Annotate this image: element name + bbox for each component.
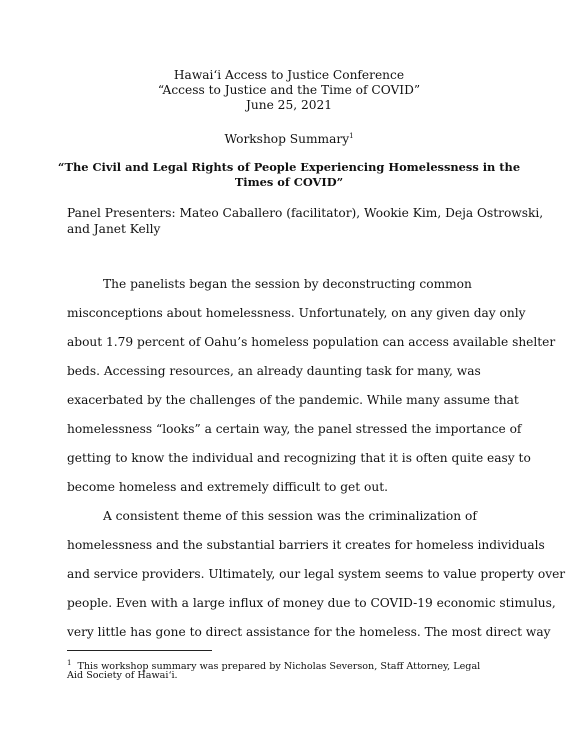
body-line: A consistent theme of this session was the criminalization of	[103, 509, 477, 523]
workshop-title-line-2: Times of COVID”	[234, 175, 344, 189]
body-line: become homeless and extremely difficult to get out.	[67, 480, 388, 494]
footnote-line-2: Aid Society of Hawaiʻi.	[67, 670, 178, 681]
body-line: very little has gone to direct assistance for the homeless. The most direct way	[67, 625, 551, 639]
body-line: misconceptions about homelessness. Unfortunately, on any given day only	[67, 306, 526, 320]
body-line: about 1.79 percent of Oahu’s homeless population can access available shelter	[67, 335, 556, 349]
conference-theme: “Access to Justice and the Time of COVID”	[157, 83, 421, 97]
body-line: exacerbated by the challenges of the pandemic. While many assume that	[67, 393, 519, 407]
body-line: homelessness and the substantial barriers it creates for homeless individuals	[67, 538, 545, 552]
body-line: getting to know the individual and recognizing that it is often quite easy to	[67, 451, 531, 465]
workshop-summary-text: Workshop Summary	[224, 132, 350, 146]
footnote-reference: 1	[349, 132, 354, 140]
footnote-separator	[67, 650, 212, 651]
body-line: The panelists began the session by deconstructing common	[103, 277, 472, 291]
body-line: people. Even with a large influx of money due to COVID-19 economic stimulus,	[67, 596, 556, 610]
presenters-line-2: and Janet Kelly	[67, 222, 161, 236]
workshop-title-line-1: “The Civil and Legal Rights of People Experiencing Homelessness in the	[57, 160, 521, 174]
body-line: and service providers. Ultimately, our legal system seems to value property over	[67, 567, 566, 581]
presenters-line-1: Panel Presenters: Mateo Caballero (facilitator), Wookie Kim, Deja Ostrowski,	[67, 206, 544, 220]
body-line: beds. Accessing resources, an already daunting task for many, was	[67, 364, 481, 378]
conference-date: June 25, 2021	[246, 98, 332, 112]
conference-name: Hawaiʻi Access to Justice Conference	[173, 68, 405, 82]
workshop-summary-label	[0, 129, 578, 147]
body-line: homelessness “looks” a certain way, the panel stressed the importance of	[67, 422, 522, 436]
footnote-text: This workshop summary was prepared by Nicholas Severson, Staff Attorney, Legal	[77, 661, 481, 672]
footnote-number: 1	[67, 659, 72, 667]
